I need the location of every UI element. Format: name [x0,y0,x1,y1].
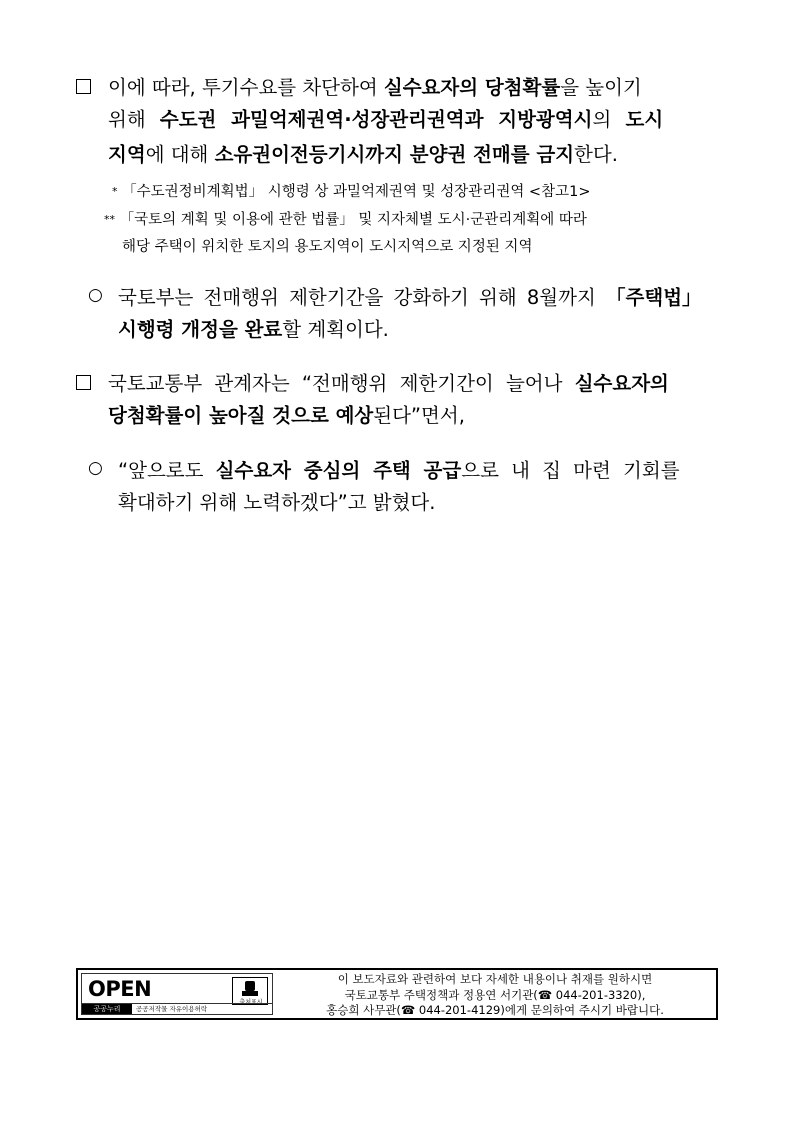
sub-paragraph-1-line-2 [118,314,389,342]
sub-paragraph-2-line-1 [118,455,718,483]
footnote-text: 「수도권정비계획법」 시행령 상 과밀억제권역 및 성장관리권역 <참고1> [122,184,591,200]
logo-bar-label: 공공누리 [82,1004,132,1014]
contact-footer [76,968,718,1020]
text: 위해 [108,108,160,131]
paragraph-1-line-1 [108,72,718,100]
footnote-text: 해당 주택이 위치한 토지의 용도지역이 도시지역으로 지정된 지역 [122,239,533,255]
emphasis-text: 지역 [108,143,146,166]
footnote-mark: ** [104,213,115,226]
emphasis-text: 실수요자의 당첨확률 [383,76,561,99]
text: 을 높이기 [560,76,642,99]
contact-line: 국토교통부 주택정책과 정용연 서기관(☎ 044-201-3320), [344,987,646,1002]
contact-info [274,972,716,1019]
paragraph-2-line-1 [108,368,718,396]
text: 으로 내 집 마련 기회를 [461,459,680,482]
text: 국토부는 전매행위 제한기간을 강화하기 위해 8월까지 [118,286,607,309]
footnote-mark: * [112,185,118,198]
paragraph-2-line-2 [108,400,465,428]
open-license-logo [81,973,273,1015]
logo-bar [82,1003,272,1014]
checkbox-bullet [76,375,91,390]
sub-paragraph-1-line-1 [118,282,718,310]
text: 국토교통부 관계자는 “전매행위 제한기간이 늘어나 [108,372,575,395]
footnote-2 [104,208,587,229]
paragraph-1-line-2 [108,104,718,132]
emphasis-text: 도시 [625,108,664,131]
text: 한다. [574,143,618,166]
text: “앞으로도 [118,459,216,482]
open-logo-text: OPEN [88,977,152,1001]
footnote-1 [112,180,590,201]
emphasis-text: 시행령 개정을 완료 [118,318,283,341]
text: 할 계획이다. [282,318,389,341]
text: 이에 따라, 투기수요를 차단하여 [108,76,384,99]
contact-line: 이 보도자료와 관련하여 보다 자세한 내용이나 취재를 원하시면 [337,972,653,986]
paragraph-1-line-3 [108,139,618,167]
circle-bullet: ○ [88,285,103,305]
checkbox-bullet [76,79,91,94]
text: 된다”면서, [373,404,465,427]
emphasis-text: 당첨확률이 높아질 것으로 예상 [108,404,374,427]
emphasis-text: 실수요자 중심의 주택 공급 [215,459,462,482]
attribution-icon [232,977,268,1005]
emphasis-text: 실수요자의 [574,372,669,395]
text: 에 대해 [145,143,215,166]
emphasis-text: 소유권이전등기시까지 분양권 전매를 금지 [214,143,575,166]
footnote-text: 「국토의 계획 및 이용에 관한 법률」 및 지자체별 도시·군관리계획에 따라 [119,212,587,228]
contact-line: 홍승희 사무관(☎ 044-201-4129)에게 문의하여 주시기 바랍니다. [326,1003,664,1017]
emphasis-text: 「주택법」 [606,286,702,309]
text: 의 [592,108,626,131]
text: 확대하기 위해 노력하겠다”고 밝혔다. [118,491,436,514]
logo-bar-caption: 공공저작물 자유이용허락 [136,1005,208,1013]
license-label: 출처표시 [239,999,263,1006]
sub-paragraph-2-line-2 [118,487,435,515]
circle-bullet: ○ [88,458,103,478]
footnote-2-continued [122,235,532,256]
emphasis-text: 수도권 과밀억제권역·성장관리권역과 지방광역시 [159,108,593,131]
